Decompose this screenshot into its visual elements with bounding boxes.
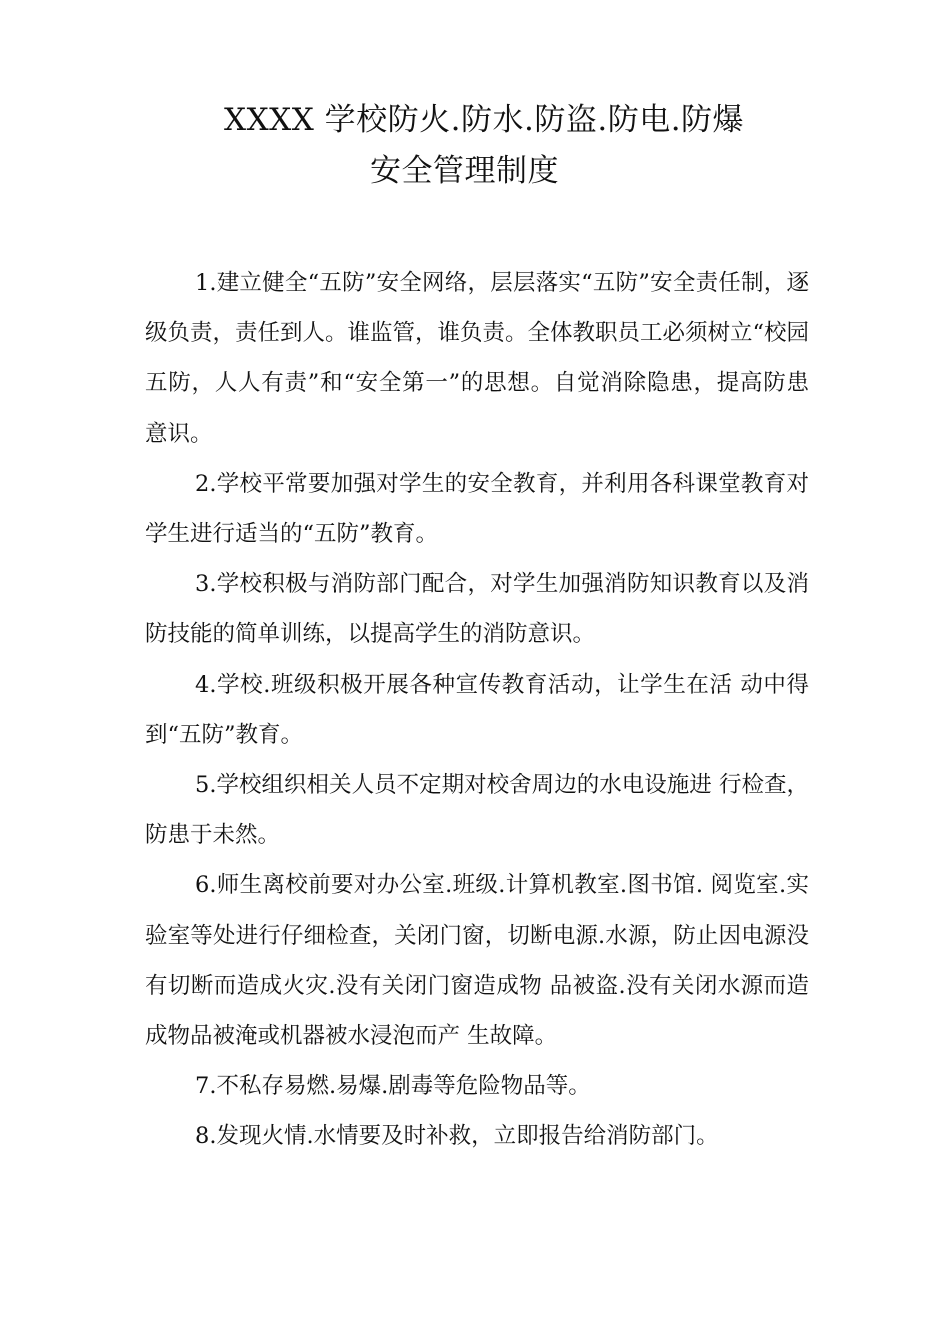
paragraph-8: 8.发现火情.水情要及时补救，立即报告给消防部门。 bbox=[195, 1123, 719, 1150]
paragraph-5: 5.学校组织相关人员不定期对校舍周边的水电设施进 行检查，防患于未然。 bbox=[145, 772, 809, 849]
paragraph-6: 6.师生离校前要对办公室.班级.计算机教室.图书馆. 阅览室.实验室等处进行仔细检查，关闭门窗，切断电源.水源，防止因电源没有切断而造成火灾.没有关闭门窗造成物 品被盗.没有关闭水源而造成物品被淹或机器被水浸泡而产 生故障。 bbox=[145, 872, 809, 1050]
paragraph-7: 7.不私存易燃.易爆.剧毒等危险物品等。 bbox=[195, 1073, 591, 1100]
paragraph-4: 4.学校.班级积极开展各种宣传教育活动，让学生在活 动中得到“五防”教育。 bbox=[145, 671, 809, 748]
document-title-line-1: XXXX 学校防火.防水.防盗.防电.防爆 bbox=[224, 102, 745, 138]
paragraph-3: 3.学校积极与消防部门配合，对学生加强消防知识教育以及消防技能的简单训练，以提高学生的消防意识。 bbox=[145, 571, 809, 648]
document-title-line-2: 安全管理制度 bbox=[370, 153, 559, 189]
document-body bbox=[145, 258, 809, 1162]
paragraph-1: 1.建立健全“五防”安全网络，层层落实“五防”安全责任制，逐级负责，责任到人。谁监管，谁负责。全体教职员工必须树立“校园五防，人人有责”和“安全第一”的思想。自觉消除隐患，提高防患意识。 bbox=[145, 270, 810, 447]
paragraph-2: 2.学校平常要加强对学生的安全教育，并利用各科课堂教育对学生进行适当的“五防”教育。 bbox=[145, 470, 809, 548]
